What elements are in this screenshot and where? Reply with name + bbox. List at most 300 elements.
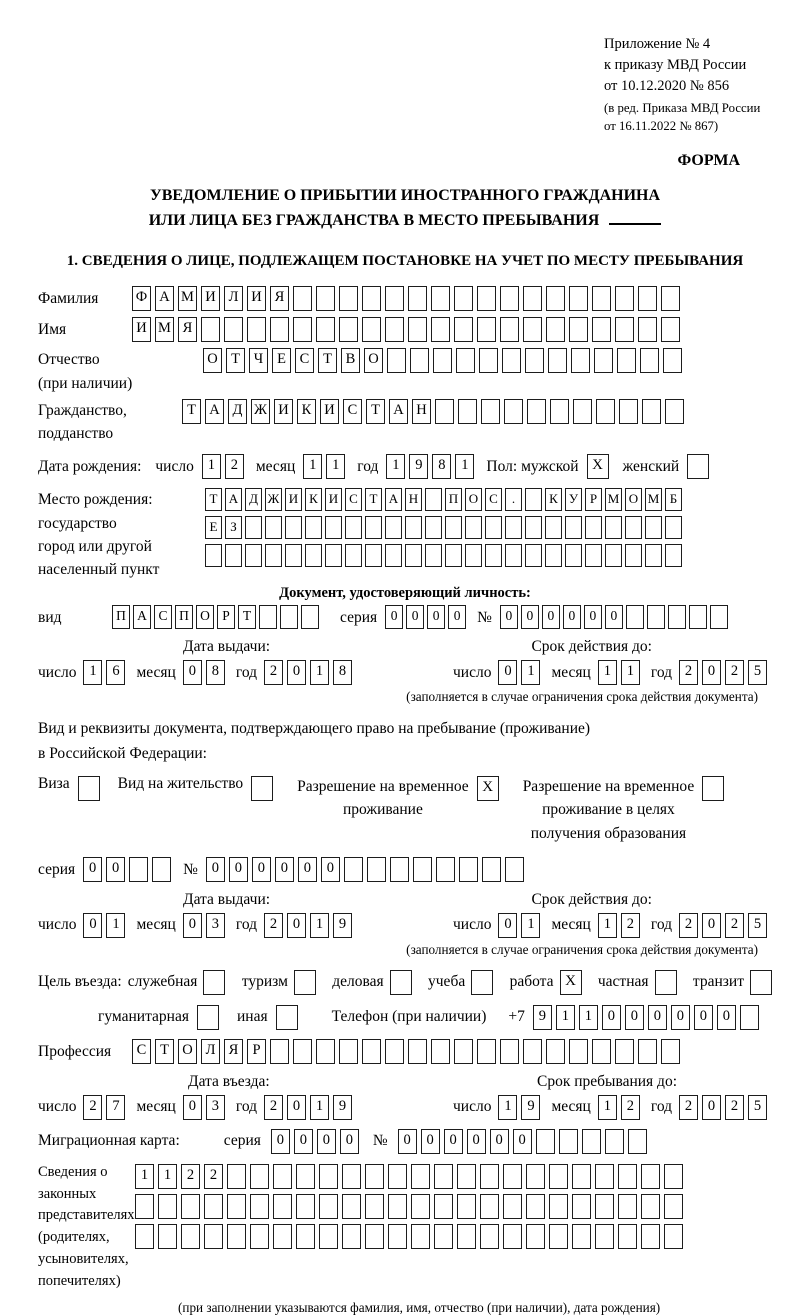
char-cell[interactable] (565, 544, 582, 567)
char-cell[interactable]: 1 (386, 454, 405, 479)
char-cell[interactable] (431, 317, 450, 342)
char-cell[interactable]: У (565, 488, 582, 511)
char-cell[interactable]: О (203, 348, 222, 373)
char-cell[interactable]: 0 (563, 605, 581, 629)
char-cell[interactable]: И (247, 286, 266, 311)
char-cell[interactable] (477, 317, 496, 342)
temp-permit-checkbox[interactable] (477, 776, 499, 801)
char-cell[interactable] (316, 317, 335, 342)
char-cell[interactable] (641, 1164, 660, 1189)
char-cell[interactable]: Я (270, 286, 289, 311)
char-cell[interactable] (615, 1039, 634, 1064)
purpose-transit-checkbox[interactable] (750, 970, 772, 995)
char-cell[interactable]: И (274, 399, 293, 424)
char-cell[interactable] (459, 857, 478, 882)
char-cell[interactable]: 8 (432, 454, 451, 479)
char-cell[interactable] (458, 399, 477, 424)
char-cell[interactable]: О (178, 1039, 197, 1064)
char-cell[interactable] (605, 1129, 624, 1154)
char-cell[interactable] (203, 970, 225, 995)
char-cell[interactable]: 9 (409, 454, 428, 479)
char-cell[interactable] (454, 1039, 473, 1064)
char-cell[interactable] (592, 1039, 611, 1064)
char-cell[interactable]: И (285, 488, 302, 511)
char-cell[interactable] (505, 857, 524, 882)
char-cell[interactable] (689, 605, 707, 629)
char-cell[interactable]: 3 (206, 1095, 225, 1120)
sex-female-checkbox[interactable] (687, 454, 709, 479)
char-cell[interactable]: 8 (333, 660, 352, 685)
char-cell[interactable]: А (225, 488, 242, 511)
char-cell[interactable] (294, 970, 316, 995)
char-cell[interactable]: С (485, 488, 502, 511)
purpose-work-checkbox[interactable] (560, 970, 582, 995)
char-cell[interactable]: А (389, 399, 408, 424)
char-cell[interactable]: 1 (158, 1164, 177, 1189)
char-cell[interactable]: Р (585, 488, 602, 511)
char-cell[interactable]: 1 (556, 1005, 575, 1030)
char-cell[interactable]: 0 (500, 605, 518, 629)
char-cell[interactable]: Б (665, 488, 682, 511)
sex-male-checkbox[interactable] (587, 454, 609, 479)
char-cell[interactable] (457, 1224, 476, 1249)
char-cell[interactable] (319, 1224, 338, 1249)
char-cell[interactable]: А (385, 488, 402, 511)
char-cell[interactable] (471, 970, 493, 995)
char-cell[interactable]: 0 (717, 1005, 736, 1030)
char-cell[interactable]: Н (405, 488, 422, 511)
char-cell[interactable] (305, 516, 322, 539)
char-cell[interactable] (661, 286, 680, 311)
char-cell[interactable]: 5 (748, 913, 767, 938)
char-cell[interactable] (485, 544, 502, 567)
char-cell[interactable]: 1 (310, 913, 329, 938)
char-cell[interactable] (655, 970, 677, 995)
char-cell[interactable]: 0 (702, 913, 721, 938)
char-cell[interactable]: 5 (748, 660, 767, 685)
char-cell[interactable] (273, 1164, 292, 1189)
char-cell[interactable] (569, 286, 588, 311)
char-cell[interactable]: 0 (694, 1005, 713, 1030)
char-cell[interactable] (365, 1224, 384, 1249)
char-cell[interactable] (405, 544, 422, 567)
purpose-tourism-checkbox[interactable] (294, 970, 316, 995)
char-cell[interactable] (546, 1039, 565, 1064)
char-cell[interactable] (259, 605, 277, 629)
char-cell[interactable] (592, 286, 611, 311)
char-cell[interactable]: 0 (513, 1129, 532, 1154)
char-cell[interactable]: 0 (275, 857, 294, 882)
char-cell[interactable] (456, 348, 475, 373)
char-cell[interactable] (431, 1039, 450, 1064)
char-cell[interactable]: С (132, 1039, 151, 1064)
char-cell[interactable]: Ж (265, 488, 282, 511)
char-cell[interactable] (435, 399, 454, 424)
char-cell[interactable] (585, 516, 602, 539)
char-cell[interactable]: 2 (725, 660, 744, 685)
char-cell[interactable]: X (477, 776, 499, 801)
char-cell[interactable] (227, 1194, 246, 1219)
char-cell[interactable]: Р (247, 1039, 266, 1064)
char-cell[interactable] (345, 516, 362, 539)
char-cell[interactable]: 0 (183, 660, 202, 685)
char-cell[interactable]: Я (178, 317, 197, 342)
char-cell[interactable]: 3 (206, 913, 225, 938)
char-cell[interactable] (385, 286, 404, 311)
char-cell[interactable] (525, 516, 542, 539)
char-cell[interactable]: 9 (333, 1095, 352, 1120)
char-cell[interactable]: 0 (340, 1129, 359, 1154)
char-cell[interactable] (276, 1005, 298, 1030)
char-cell[interactable] (293, 317, 312, 342)
char-cell[interactable] (605, 516, 622, 539)
char-cell[interactable] (457, 1164, 476, 1189)
char-cell[interactable] (339, 1039, 358, 1064)
char-cell[interactable] (523, 286, 542, 311)
char-cell[interactable]: 1 (498, 1095, 517, 1120)
char-cell[interactable] (135, 1224, 154, 1249)
char-cell[interactable]: 1 (521, 913, 540, 938)
char-cell[interactable]: Н (412, 399, 431, 424)
char-cell[interactable]: 2 (725, 1095, 744, 1120)
char-cell[interactable]: 0 (271, 1129, 290, 1154)
char-cell[interactable] (523, 1039, 542, 1064)
char-cell[interactable]: 1 (83, 660, 102, 685)
char-cell[interactable]: 2 (621, 1095, 640, 1120)
char-cell[interactable]: 0 (444, 1129, 463, 1154)
char-cell[interactable] (502, 348, 521, 373)
char-cell[interactable]: 5 (748, 1095, 767, 1120)
edu-permit-checkbox[interactable] (702, 776, 724, 801)
char-cell[interactable]: X (560, 970, 582, 995)
char-cell[interactable]: К (297, 399, 316, 424)
char-cell[interactable] (425, 516, 442, 539)
char-cell[interactable] (503, 1164, 522, 1189)
char-cell[interactable]: Е (272, 348, 291, 373)
char-cell[interactable] (480, 1194, 499, 1219)
char-cell[interactable] (197, 1005, 219, 1030)
char-cell[interactable] (305, 544, 322, 567)
char-cell[interactable]: 0 (252, 857, 271, 882)
char-cell[interactable]: 0 (671, 1005, 690, 1030)
char-cell[interactable] (365, 1164, 384, 1189)
char-cell[interactable] (388, 1164, 407, 1189)
char-cell[interactable] (457, 1194, 476, 1219)
char-cell[interactable]: П (445, 488, 462, 511)
char-cell[interactable]: К (545, 488, 562, 511)
char-cell[interactable]: А (205, 399, 224, 424)
char-cell[interactable] (526, 1224, 545, 1249)
char-cell[interactable]: 2 (181, 1164, 200, 1189)
char-cell[interactable] (410, 348, 429, 373)
char-cell[interactable] (273, 1224, 292, 1249)
char-cell[interactable] (740, 1005, 759, 1030)
char-cell[interactable]: 0 (183, 913, 202, 938)
char-cell[interactable] (605, 544, 622, 567)
char-cell[interactable]: 0 (321, 857, 340, 882)
char-cell[interactable] (325, 544, 342, 567)
char-cell[interactable] (250, 1164, 269, 1189)
char-cell[interactable]: 0 (542, 605, 560, 629)
char-cell[interactable] (465, 544, 482, 567)
char-cell[interactable] (595, 1164, 614, 1189)
char-cell[interactable] (526, 1164, 545, 1189)
char-cell[interactable] (454, 317, 473, 342)
char-cell[interactable] (319, 1194, 338, 1219)
char-cell[interactable]: К (305, 488, 322, 511)
char-cell[interactable]: 1 (202, 454, 221, 479)
char-cell[interactable]: 0 (206, 857, 225, 882)
char-cell[interactable] (152, 857, 171, 882)
char-cell[interactable]: Т (155, 1039, 174, 1064)
char-cell[interactable]: М (645, 488, 662, 511)
char-cell[interactable]: 0 (421, 1129, 440, 1154)
char-cell[interactable]: Я (224, 1039, 243, 1064)
char-cell[interactable] (546, 286, 565, 311)
char-cell[interactable] (204, 1224, 223, 1249)
char-cell[interactable]: Т (238, 605, 256, 629)
char-cell[interactable]: З (225, 516, 242, 539)
char-cell[interactable] (615, 317, 634, 342)
purpose-private-checkbox[interactable] (655, 970, 677, 995)
char-cell[interactable] (525, 348, 544, 373)
char-cell[interactable]: 0 (229, 857, 248, 882)
char-cell[interactable] (569, 317, 588, 342)
char-cell[interactable] (135, 1194, 154, 1219)
char-cell[interactable] (615, 286, 634, 311)
char-cell[interactable] (367, 857, 386, 882)
char-cell[interactable] (527, 399, 546, 424)
char-cell[interactable] (549, 1224, 568, 1249)
char-cell[interactable] (325, 516, 342, 539)
char-cell[interactable]: О (465, 488, 482, 511)
purpose-other-checkbox[interactable] (276, 1005, 298, 1030)
char-cell[interactable] (411, 1194, 430, 1219)
char-cell[interactable]: М (605, 488, 622, 511)
char-cell[interactable]: 0 (490, 1129, 509, 1154)
char-cell[interactable] (664, 1194, 683, 1219)
char-cell[interactable]: И (325, 488, 342, 511)
char-cell[interactable] (365, 544, 382, 567)
char-cell[interactable] (408, 286, 427, 311)
purpose-humanitarian-checkbox[interactable] (197, 1005, 219, 1030)
char-cell[interactable] (365, 516, 382, 539)
char-cell[interactable]: 0 (406, 605, 424, 629)
char-cell[interactable]: 0 (702, 660, 721, 685)
char-cell[interactable] (479, 348, 498, 373)
char-cell[interactable] (628, 1129, 647, 1154)
char-cell[interactable] (645, 516, 662, 539)
char-cell[interactable]: 0 (427, 605, 445, 629)
purpose-official-checkbox[interactable] (203, 970, 225, 995)
char-cell[interactable]: Т (318, 348, 337, 373)
char-cell[interactable]: 1 (455, 454, 474, 479)
char-cell[interactable]: 0 (467, 1129, 486, 1154)
char-cell[interactable] (434, 1194, 453, 1219)
char-cell[interactable] (500, 286, 519, 311)
char-cell[interactable] (245, 516, 262, 539)
char-cell[interactable]: О (364, 348, 383, 373)
char-cell[interactable] (285, 516, 302, 539)
char-cell[interactable]: Е (205, 516, 222, 539)
char-cell[interactable]: 2 (264, 913, 283, 938)
char-cell[interactable] (201, 317, 220, 342)
char-cell[interactable]: П (112, 605, 130, 629)
char-cell[interactable] (618, 1224, 637, 1249)
char-cell[interactable] (523, 317, 542, 342)
char-cell[interactable] (250, 1194, 269, 1219)
char-cell[interactable]: О (196, 605, 214, 629)
char-cell[interactable]: 2 (264, 660, 283, 685)
char-cell[interactable]: 0 (287, 1095, 306, 1120)
char-cell[interactable]: . (505, 488, 522, 511)
char-cell[interactable] (181, 1194, 200, 1219)
char-cell[interactable]: 1 (106, 913, 125, 938)
char-cell[interactable] (445, 544, 462, 567)
char-cell[interactable] (595, 1224, 614, 1249)
char-cell[interactable] (296, 1164, 315, 1189)
char-cell[interactable] (388, 1224, 407, 1249)
char-cell[interactable] (270, 317, 289, 342)
char-cell[interactable] (339, 286, 358, 311)
char-cell[interactable] (710, 605, 728, 629)
char-cell[interactable] (485, 516, 502, 539)
char-cell[interactable]: Ч (249, 348, 268, 373)
char-cell[interactable] (582, 1129, 601, 1154)
char-cell[interactable] (481, 399, 500, 424)
char-cell[interactable] (365, 1194, 384, 1219)
char-cell[interactable]: 0 (602, 1005, 621, 1030)
char-cell[interactable]: 0 (294, 1129, 313, 1154)
char-cell[interactable] (626, 605, 644, 629)
char-cell[interactable] (411, 1164, 430, 1189)
char-cell[interactable] (408, 1039, 427, 1064)
char-cell[interactable] (385, 1039, 404, 1064)
char-cell[interactable] (342, 1194, 361, 1219)
char-cell[interactable]: Т (366, 399, 385, 424)
char-cell[interactable] (436, 857, 455, 882)
char-cell[interactable] (618, 1194, 637, 1219)
char-cell[interactable] (663, 348, 682, 373)
char-cell[interactable] (595, 1194, 614, 1219)
char-cell[interactable] (546, 317, 565, 342)
char-cell[interactable] (245, 544, 262, 567)
char-cell[interactable] (445, 516, 462, 539)
char-cell[interactable] (362, 317, 381, 342)
residence-permit-checkbox[interactable] (251, 776, 273, 801)
char-cell[interactable]: Л (201, 1039, 220, 1064)
char-cell[interactable]: 6 (106, 660, 125, 685)
char-cell[interactable]: 2 (679, 1095, 698, 1120)
char-cell[interactable] (247, 317, 266, 342)
char-cell[interactable] (625, 516, 642, 539)
char-cell[interactable]: 0 (287, 660, 306, 685)
char-cell[interactable]: 0 (385, 605, 403, 629)
char-cell[interactable]: 1 (598, 660, 617, 685)
char-cell[interactable] (296, 1194, 315, 1219)
char-cell[interactable] (647, 605, 665, 629)
char-cell[interactable] (482, 857, 501, 882)
char-cell[interactable] (525, 544, 542, 567)
char-cell[interactable]: Л (224, 286, 243, 311)
char-cell[interactable] (319, 1164, 338, 1189)
char-cell[interactable] (434, 1164, 453, 1189)
char-cell[interactable]: Р (217, 605, 235, 629)
char-cell[interactable] (296, 1224, 315, 1249)
char-cell[interactable] (545, 544, 562, 567)
char-cell[interactable] (181, 1224, 200, 1249)
char-cell[interactable] (596, 399, 615, 424)
char-cell[interactable]: О (625, 488, 642, 511)
char-cell[interactable]: 0 (83, 913, 102, 938)
char-cell[interactable] (668, 605, 686, 629)
char-cell[interactable] (345, 544, 362, 567)
char-cell[interactable]: Ф (132, 286, 151, 311)
char-cell[interactable]: 0 (521, 605, 539, 629)
char-cell[interactable]: 2 (264, 1095, 283, 1120)
char-cell[interactable] (413, 857, 432, 882)
char-cell[interactable] (641, 1194, 660, 1219)
char-cell[interactable] (661, 1039, 680, 1064)
char-cell[interactable] (500, 317, 519, 342)
char-cell[interactable] (618, 1164, 637, 1189)
char-cell[interactable] (569, 1039, 588, 1064)
char-cell[interactable]: 0 (625, 1005, 644, 1030)
char-cell[interactable] (617, 348, 636, 373)
char-cell[interactable] (665, 399, 684, 424)
char-cell[interactable]: 0 (317, 1129, 336, 1154)
char-cell[interactable] (344, 857, 363, 882)
char-cell[interactable] (280, 605, 298, 629)
char-cell[interactable] (619, 399, 638, 424)
char-cell[interactable] (661, 317, 680, 342)
char-cell[interactable] (385, 544, 402, 567)
char-cell[interactable] (559, 1129, 578, 1154)
char-cell[interactable]: 0 (702, 1095, 721, 1120)
char-cell[interactable] (641, 1224, 660, 1249)
char-cell[interactable] (158, 1194, 177, 1219)
char-cell[interactable]: 2 (225, 454, 244, 479)
char-cell[interactable] (293, 286, 312, 311)
char-cell[interactable] (505, 516, 522, 539)
char-cell[interactable] (625, 544, 642, 567)
char-cell[interactable]: М (155, 317, 174, 342)
char-cell[interactable] (536, 1129, 555, 1154)
char-cell[interactable] (638, 317, 657, 342)
char-cell[interactable] (750, 970, 772, 995)
char-cell[interactable]: М (178, 286, 197, 311)
char-cell[interactable]: 1 (598, 913, 617, 938)
char-cell[interactable]: Т (365, 488, 382, 511)
char-cell[interactable] (504, 399, 523, 424)
char-cell[interactable]: 2 (679, 913, 698, 938)
char-cell[interactable] (224, 317, 243, 342)
char-cell[interactable] (642, 399, 661, 424)
char-cell[interactable] (503, 1224, 522, 1249)
char-cell[interactable] (665, 544, 682, 567)
char-cell[interactable] (342, 1164, 361, 1189)
char-cell[interactable] (571, 348, 590, 373)
char-cell[interactable]: Ж (251, 399, 270, 424)
char-cell[interactable]: Т (182, 399, 201, 424)
char-cell[interactable] (545, 516, 562, 539)
char-cell[interactable] (477, 1039, 496, 1064)
char-cell[interactable] (285, 544, 302, 567)
char-cell[interactable] (645, 544, 662, 567)
char-cell[interactable]: 1 (598, 1095, 617, 1120)
char-cell[interactable] (592, 317, 611, 342)
char-cell[interactable] (572, 1224, 591, 1249)
